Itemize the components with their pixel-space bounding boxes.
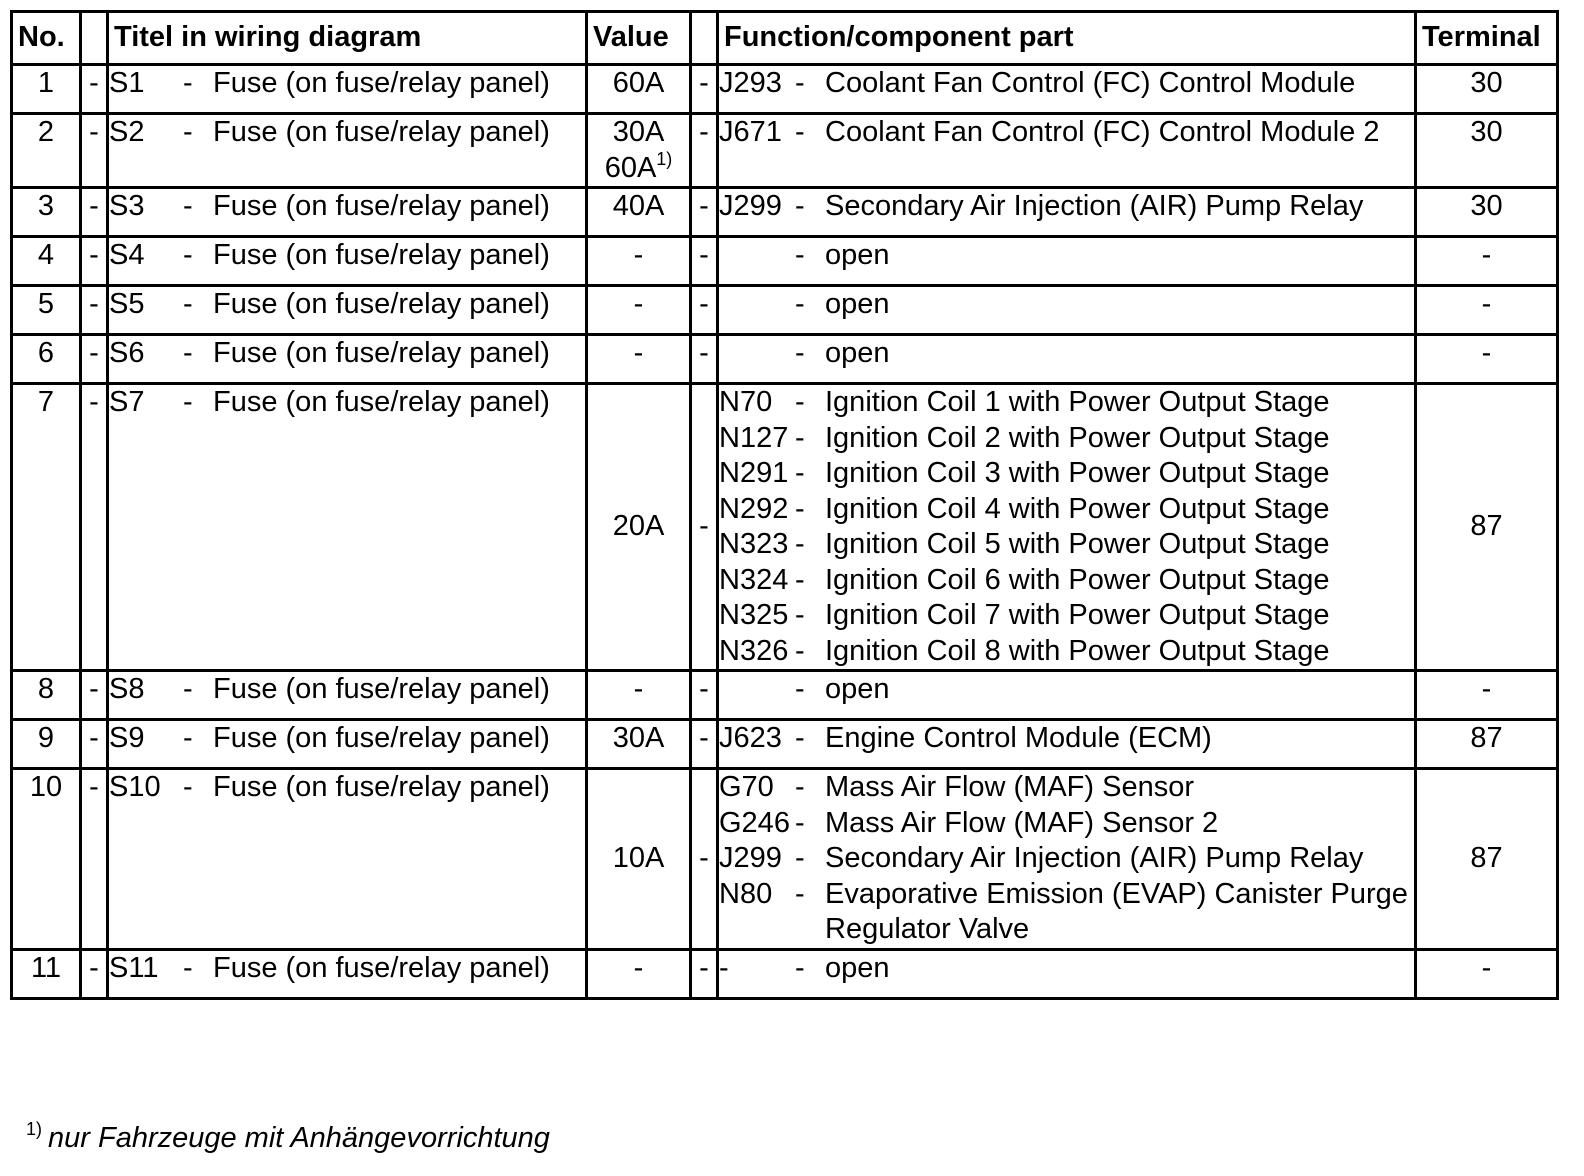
fuse-description: Fuse (on fuse/relay panel)	[213, 239, 550, 271]
component-separator: -	[795, 951, 805, 984]
footnote-text: nur Fahrzeuge mit Anhängevorrichtung	[48, 1122, 550, 1154]
fuse-title	[108, 114, 587, 188]
component-separator: -	[795, 116, 805, 148]
fuse-description: Fuse (on fuse/relay panel)	[213, 722, 550, 754]
row-number: 9	[12, 720, 81, 769]
row-separator-2: -	[691, 65, 718, 114]
terminal-value: -	[1416, 286, 1558, 335]
component-item	[719, 951, 1414, 987]
table-row	[12, 335, 1558, 384]
component-separator: -	[795, 337, 805, 369]
fuse-code: S5	[109, 288, 145, 320]
header-dash	[81, 12, 108, 65]
fuse-code: S11	[109, 951, 159, 984]
title-separator: -	[183, 771, 193, 803]
component-code: J623	[719, 722, 782, 754]
fuse-value	[587, 671, 691, 720]
component-item	[719, 598, 1414, 634]
component-separator: -	[795, 673, 805, 705]
terminal-value: 87	[1416, 720, 1558, 769]
component-description: open	[825, 337, 890, 369]
fuse-description: Fuse (on fuse/relay panel)	[213, 771, 550, 803]
fuse-value	[587, 188, 691, 237]
component-code: -	[719, 951, 729, 984]
row-separator: -	[81, 237, 108, 286]
component-description: Evaporative Emission (EVAP) Canister Purge Regulator Valve	[825, 877, 1408, 945]
component-code: N291	[719, 457, 789, 489]
component-separator: -	[795, 239, 805, 271]
component-code: N292	[719, 492, 789, 525]
terminal-value: 30	[1416, 188, 1558, 237]
header-value: Value	[587, 12, 691, 65]
fuse-title	[108, 384, 587, 671]
header-function: Function/component part	[718, 12, 1416, 65]
terminal-value: 30	[1416, 65, 1558, 114]
component-item	[719, 336, 1414, 372]
footnote	[26, 1119, 550, 1155]
header-no: No.	[12, 12, 81, 65]
component-item	[719, 421, 1414, 457]
fuse-title	[108, 949, 587, 998]
table-row	[12, 769, 1558, 950]
component-item	[719, 66, 1414, 102]
component-item	[719, 806, 1414, 842]
fuse-description: Fuse (on fuse/relay panel)	[213, 190, 550, 222]
component-separator: -	[795, 842, 805, 874]
terminal-value: -	[1416, 949, 1558, 998]
terminal-value: -	[1416, 335, 1558, 384]
header-title: Titel in wiring diagram	[108, 12, 587, 65]
table-row	[12, 384, 1558, 671]
fuse-code: S10	[109, 771, 161, 803]
row-separator-2: -	[691, 720, 718, 769]
table-row	[12, 720, 1558, 769]
component-item	[719, 385, 1414, 421]
fuse-title	[108, 335, 587, 384]
component-separator: -	[795, 457, 805, 489]
fuse-description: Fuse (on fuse/relay panel)	[213, 673, 550, 705]
row-separator: -	[81, 65, 108, 114]
component-item	[719, 527, 1414, 563]
fuse-value	[587, 286, 691, 335]
component-item	[719, 115, 1414, 151]
fuse-description: Fuse (on fuse/relay panel)	[213, 951, 550, 984]
row-separator-2: -	[691, 384, 718, 671]
fuse-description: Fuse (on fuse/relay panel)	[213, 67, 550, 99]
row-number: 6	[12, 335, 81, 384]
fuse-value-text: 30A	[612, 722, 665, 754]
fuse-value	[587, 65, 691, 114]
component-description: Ignition Coil 7 with Power Output Stage	[825, 599, 1330, 631]
fuse-value-text: 40A	[612, 190, 665, 222]
row-number: 10	[12, 769, 81, 950]
title-separator: -	[183, 67, 193, 99]
row-number: 5	[12, 286, 81, 335]
component-description: Mass Air Flow (MAF) Sensor 2	[825, 806, 1219, 839]
component-separator: -	[795, 288, 805, 320]
terminal-value: 87	[1416, 769, 1558, 950]
fuse-title	[108, 237, 587, 286]
component-code: J299	[719, 190, 782, 222]
component-list	[718, 237, 1416, 286]
title-separator: -	[183, 386, 193, 418]
component-list	[718, 188, 1416, 237]
component-separator: -	[795, 67, 805, 99]
row-separator-2: -	[691, 335, 718, 384]
fuse-code: S2	[109, 116, 145, 148]
terminal-value: 87	[1416, 384, 1558, 671]
component-item	[719, 634, 1414, 670]
row-number: 3	[12, 188, 81, 237]
component-separator: -	[795, 492, 805, 525]
fuse-code: S3	[109, 190, 145, 222]
component-item	[719, 238, 1414, 274]
table-header-row	[12, 12, 1558, 65]
fuse-value	[587, 720, 691, 769]
row-separator-2: -	[691, 114, 718, 188]
component-separator: -	[795, 806, 805, 839]
component-list	[718, 114, 1416, 188]
component-code: N323	[719, 528, 789, 560]
row-separator: -	[81, 286, 108, 335]
fuse-title	[108, 769, 587, 950]
component-description: Ignition Coil 8 with Power Output Stage	[825, 634, 1330, 667]
fuse-title	[108, 188, 587, 237]
terminal-value: -	[1416, 237, 1558, 286]
fuse-value-text: -	[633, 673, 644, 705]
component-list	[718, 286, 1416, 335]
component-list	[718, 720, 1416, 769]
component-separator: -	[795, 386, 805, 418]
fuse-value-alt	[588, 148, 689, 187]
row-separator-2: -	[691, 286, 718, 335]
fuse-title	[108, 720, 587, 769]
component-code: N80	[719, 877, 773, 910]
component-code: J299	[719, 842, 782, 874]
row-separator: -	[81, 384, 108, 671]
table-row	[12, 65, 1558, 114]
component-list	[718, 769, 1416, 950]
fuse-value-text: 10A	[612, 842, 665, 874]
fuse-code: S7	[109, 386, 145, 418]
component-code: G246	[719, 806, 790, 839]
fuse-description: Fuse (on fuse/relay panel)	[213, 116, 550, 148]
component-separator: -	[795, 599, 805, 631]
row-separator: -	[81, 769, 108, 950]
component-list	[718, 949, 1416, 998]
footnote-marker: 1)	[26, 1119, 43, 1139]
fuse-title	[108, 671, 587, 720]
row-separator: -	[81, 188, 108, 237]
component-description: Secondary Air Injection (AIR) Pump Relay	[825, 842, 1364, 874]
component-list	[718, 671, 1416, 720]
table-row	[12, 949, 1558, 998]
table-body	[12, 65, 1558, 999]
component-code: J671	[719, 116, 782, 148]
fuse-code: S6	[109, 337, 145, 369]
component-code: N324	[719, 563, 789, 596]
title-separator: -	[183, 239, 193, 271]
component-code: G70	[719, 771, 774, 803]
footnote-ref: 1)	[656, 148, 673, 169]
fuse-value-text: -	[633, 951, 644, 984]
header-dash-2	[691, 12, 718, 65]
fuse-value-text: 20A	[612, 510, 665, 543]
component-description: open	[825, 951, 890, 984]
table-row	[12, 237, 1558, 286]
component-list	[718, 65, 1416, 114]
header-terminal: Terminal	[1416, 12, 1558, 65]
fuse-title	[108, 65, 587, 114]
fuse-description: Fuse (on fuse/relay panel)	[213, 386, 550, 418]
component-separator: -	[795, 190, 805, 222]
component-code: N70	[719, 386, 773, 418]
fuse-code: S8	[109, 673, 145, 705]
fuse-value-text: 30A	[612, 116, 665, 148]
fuse-code: S4	[109, 239, 145, 271]
component-description: Secondary Air Injection (AIR) Pump Relay	[825, 190, 1364, 222]
component-code: N127	[719, 421, 789, 454]
row-separator: -	[81, 114, 108, 188]
title-separator: -	[183, 951, 193, 984]
component-list	[718, 384, 1416, 671]
table-row	[12, 286, 1558, 335]
fuse-value	[587, 384, 691, 671]
fuse-value-alt-text: 60A	[604, 151, 657, 184]
row-number: 7	[12, 384, 81, 671]
table-row	[12, 671, 1558, 720]
component-description: Coolant Fan Control (FC) Control Module 2	[825, 116, 1380, 148]
component-description: Mass Air Flow (MAF) Sensor	[825, 771, 1194, 803]
component-description: open	[825, 239, 890, 271]
component-description: Engine Control Module (ECM)	[825, 722, 1212, 754]
component-item	[719, 456, 1414, 492]
component-item	[719, 492, 1414, 528]
row-separator: -	[81, 720, 108, 769]
component-separator: -	[795, 563, 805, 596]
component-separator: -	[795, 421, 805, 454]
component-description: Ignition Coil 3 with Power Output Stage	[825, 457, 1330, 489]
component-item	[719, 563, 1414, 599]
component-item	[719, 841, 1414, 877]
row-separator-2: -	[691, 769, 718, 950]
fuse-description: Fuse (on fuse/relay panel)	[213, 288, 550, 320]
component-description: Coolant Fan Control (FC) Control Module	[825, 67, 1356, 99]
table-row	[12, 188, 1558, 237]
component-description: open	[825, 673, 890, 705]
fuse-value	[587, 769, 691, 950]
component-item	[719, 721, 1414, 757]
component-list	[718, 335, 1416, 384]
component-code	[719, 336, 795, 372]
terminal-value: 30	[1416, 114, 1558, 188]
title-separator: -	[183, 116, 193, 148]
fuse-title	[108, 286, 587, 335]
terminal-value: -	[1416, 671, 1558, 720]
title-separator: -	[183, 288, 193, 320]
component-separator: -	[795, 528, 805, 560]
component-code: N325	[719, 599, 789, 631]
row-separator: -	[81, 949, 108, 998]
title-separator: -	[183, 673, 193, 705]
component-item	[719, 770, 1414, 806]
fuse-value-text: -	[633, 288, 644, 320]
component-code	[719, 672, 795, 708]
row-number: 8	[12, 671, 81, 720]
component-code: N326	[719, 634, 789, 667]
component-description: Ignition Coil 2 with Power Output Stage	[825, 421, 1330, 454]
fuse-value-text: -	[633, 337, 644, 369]
title-separator: -	[183, 722, 193, 754]
row-number: 1	[12, 65, 81, 114]
row-number: 2	[12, 114, 81, 188]
row-separator: -	[81, 335, 108, 384]
component-item	[719, 672, 1414, 708]
component-description: open	[825, 288, 890, 320]
fuse-table	[10, 10, 1559, 1000]
row-number: 11	[12, 949, 81, 998]
row-separator-2: -	[691, 949, 718, 998]
component-code	[719, 287, 795, 323]
fuse-value-text: -	[633, 239, 644, 271]
fuse-value	[587, 237, 691, 286]
fuse-code: S9	[109, 722, 145, 754]
component-item	[719, 189, 1414, 225]
component-code	[719, 238, 795, 274]
component-description: Ignition Coil 6 with Power Output Stage	[825, 563, 1330, 596]
title-separator: -	[183, 190, 193, 222]
component-separator: -	[795, 877, 805, 910]
fuse-value	[587, 335, 691, 384]
fuse-value	[587, 949, 691, 998]
row-separator-2: -	[691, 671, 718, 720]
row-separator: -	[81, 671, 108, 720]
component-separator: -	[795, 771, 805, 803]
component-description: Ignition Coil 4 with Power Output Stage	[825, 492, 1330, 525]
component-separator: -	[795, 634, 805, 667]
fuse-description: Fuse (on fuse/relay panel)	[213, 337, 550, 369]
component-description: Ignition Coil 1 with Power Output Stage	[825, 386, 1330, 418]
component-code: J293	[719, 67, 782, 99]
component-separator: -	[795, 722, 805, 754]
fuse-value-text: 60A	[612, 67, 665, 99]
row-number: 4	[12, 237, 81, 286]
fuse-value	[587, 114, 691, 188]
title-separator: -	[183, 337, 193, 369]
component-description: Ignition Coil 5 with Power Output Stage	[825, 528, 1330, 560]
row-separator-2: -	[691, 188, 718, 237]
component-item	[719, 287, 1414, 323]
fuse-code: S1	[109, 67, 145, 99]
component-item	[719, 877, 1414, 948]
row-separator-2: -	[691, 237, 718, 286]
table-row	[12, 114, 1558, 188]
